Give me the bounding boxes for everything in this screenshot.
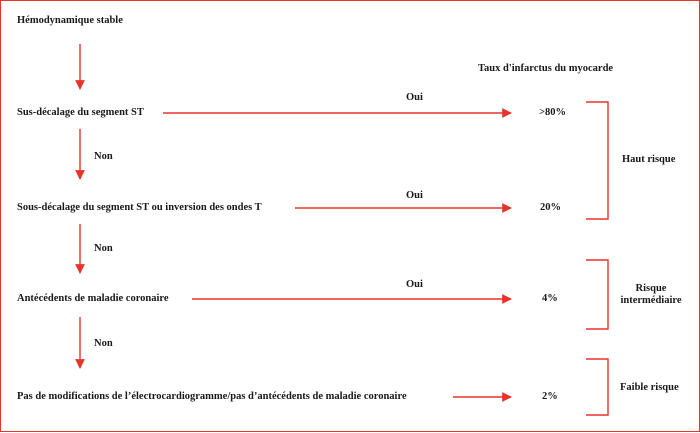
node-st-elevation: Sus-décalage du segment ST [17, 107, 144, 118]
risk-high-label: Haut risque [622, 154, 676, 165]
label-no-3: Non [94, 338, 113, 349]
node-start: Hémodynamique stable [17, 15, 123, 26]
bracket-low-risk [586, 359, 608, 415]
rates-header: Taux d'infarctus du myocarde [478, 63, 614, 74]
node-coronary-history: Antécédents de maladie coronaire [17, 293, 169, 304]
rate-2: 20% [540, 202, 561, 213]
rate-1: >80% [539, 107, 566, 118]
bracket-intermediate-risk [586, 260, 608, 329]
node-no-changes: Pas de modifications de l’électrocardiogramme/pas d’antécédents de maladie coronaire [17, 391, 407, 402]
rate-4: 2% [542, 391, 558, 402]
risk-intermediate-label-line1: Risque [635, 283, 667, 294]
bracket-high-risk [586, 102, 608, 219]
label-yes-1: Oui [406, 92, 423, 103]
label-no-2: Non [94, 243, 113, 254]
label-no-1: Non [94, 151, 113, 162]
node-st-depression: Sous-décalage du segment ST ou inversion des ondes T [17, 202, 262, 213]
label-yes-3: Oui [406, 279, 423, 290]
rate-3: 4% [542, 293, 558, 304]
risk-intermediate-label-line2: intermédiaire [620, 295, 682, 306]
label-yes-2: Oui [406, 190, 423, 201]
risk-low-label: Faible risque [620, 382, 679, 393]
